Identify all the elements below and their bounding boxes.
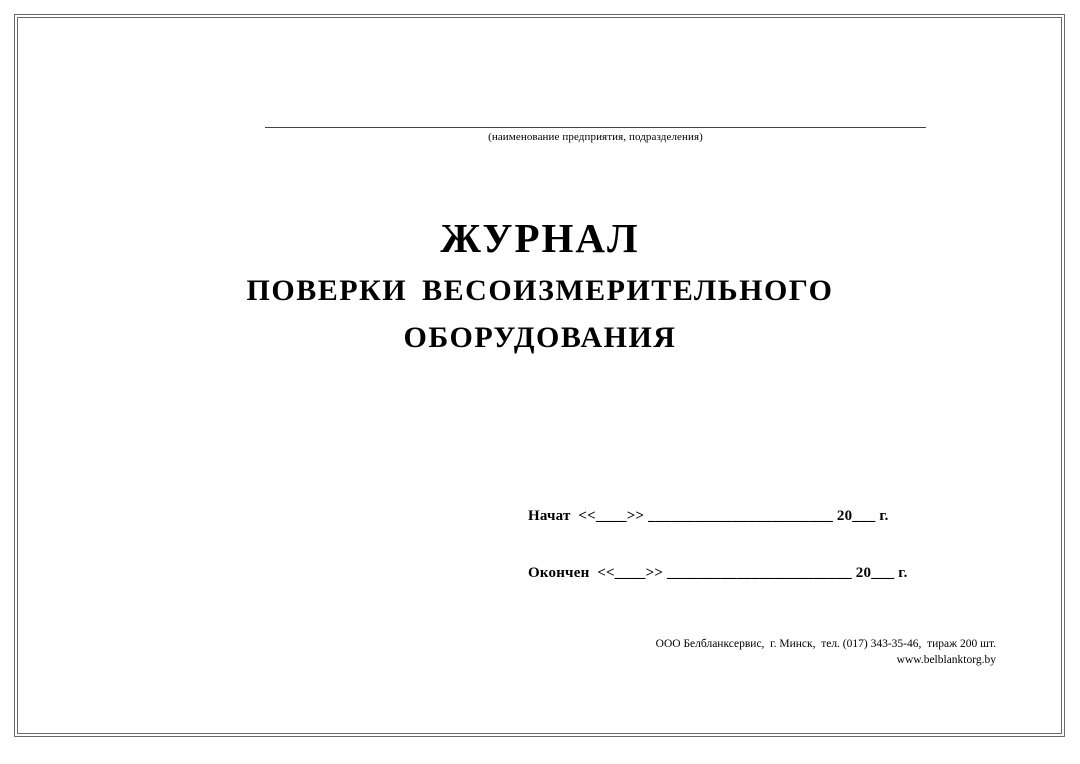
organization-name-line [265,127,926,128]
journal-subtitle-line1: ПОВЕРКИ ВЕСОИЗМЕРИТЕЛЬНОГО [246,274,834,307]
publisher-website: www.belblanktorg.by [896,654,996,666]
journal-title: ЖУРНАЛ [440,215,640,261]
organization-caption: (наименование предприятия, подразделения) [488,131,703,143]
publisher-info: ООО Белбланксервис, г. Минск, тел. (017) 343-35-46, тираж 200 шт. [655,638,996,650]
journal-subtitle-line2: ОБОРУДОВАНИЯ [403,321,677,354]
page-border-inner [17,17,1062,734]
started-date-field: Начат <<____>> ________________________ 20___ г. [528,508,889,524]
finished-date-field: Окончен <<____>> ________________________ 20___ г. [528,565,908,581]
